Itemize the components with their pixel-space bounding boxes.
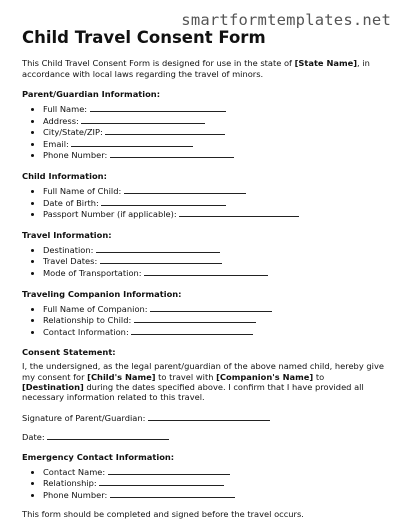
consent-text-4: during the dates specified above. I confirm that I have provided all necessary information related to this travel. xyxy=(22,381,364,403)
footer-note: This form should be completed and signed before the travel occurs. xyxy=(22,509,304,520)
full-name-line[interactable] xyxy=(90,103,226,112)
field-label-dob: Date of Birth: xyxy=(43,197,99,208)
consent-section-heading: Consent Statement: xyxy=(22,347,116,358)
intro-paragraph xyxy=(22,58,384,79)
field-label-emergency-phone: Phone Number: xyxy=(43,489,108,500)
list-item xyxy=(43,314,384,326)
field-label-city-state-zip: City/State/ZIP: xyxy=(43,127,103,138)
date-label: Date: xyxy=(22,431,45,442)
emergency-relationship-line[interactable] xyxy=(99,477,224,486)
list-item xyxy=(43,149,384,161)
field-label-contact-name: Contact Name: xyxy=(43,466,106,477)
field-label-email: Email: xyxy=(43,138,69,149)
parent-section-heading: Parent/Guardian Information: xyxy=(22,89,161,99)
child-name-placeholder: [Child's Name] xyxy=(87,371,156,382)
state-name-placeholder: [State Name] xyxy=(294,58,358,68)
field-label-contact-info: Contact Information: xyxy=(43,326,129,337)
list-item xyxy=(43,303,384,315)
companion-name-placeholder: [Companion's Name] xyxy=(216,371,314,382)
field-label-destination: Destination: xyxy=(43,244,94,255)
child-name-line[interactable] xyxy=(124,185,246,194)
field-label-companion-name: Full Name of Companion: xyxy=(43,303,148,314)
field-label-emergency-relationship: Relationship: xyxy=(43,478,97,489)
consent-statement xyxy=(22,361,384,402)
field-label-passport: Passport Number (if applicable): xyxy=(43,209,177,220)
phone-line[interactable] xyxy=(110,149,234,158)
list-item xyxy=(43,255,384,267)
companion-name-line[interactable] xyxy=(150,303,272,312)
destination-line[interactable] xyxy=(96,244,220,253)
consent-text-1: I, the undersigned, as the legal parent/guardian of the above named child, hereby give my consent for xyxy=(22,361,384,382)
field-label-transport: Mode of Transportation: xyxy=(43,267,142,278)
field-label-address: Address: xyxy=(43,115,79,126)
emergency-section-heading: Emergency Contact Information: xyxy=(22,451,175,462)
emergency-fields-list xyxy=(22,466,384,501)
field-label-travel-dates: Travel Dates: xyxy=(43,256,98,267)
parent-fields-list xyxy=(22,103,384,161)
transport-line[interactable] xyxy=(144,267,268,276)
city-state-zip-line[interactable] xyxy=(105,126,225,135)
form-page xyxy=(22,29,384,519)
emergency-phone-line[interactable] xyxy=(110,489,235,498)
list-item xyxy=(43,208,384,220)
list-item xyxy=(43,197,384,209)
contact-name-line[interactable] xyxy=(108,466,230,475)
travel-fields-list xyxy=(22,244,384,279)
field-label-relationship: Relationship to Child: xyxy=(43,315,132,326)
companion-section-heading: Traveling Companion Information: xyxy=(22,288,182,299)
field-label-phone: Phone Number: xyxy=(43,150,108,161)
date-row xyxy=(22,431,384,442)
passport-line[interactable] xyxy=(179,208,299,217)
intro-text-after: , in accordance with local laws regarding the travel of minors. xyxy=(22,58,370,79)
signature-line[interactable] xyxy=(148,412,270,421)
signature-label: Signature of Parent/Guardian: xyxy=(22,412,146,423)
intro-text-before: This Child Travel Consent Form is designed for use in the state of xyxy=(22,58,295,68)
list-item xyxy=(43,103,384,115)
list-item xyxy=(43,126,384,138)
companion-fields-list xyxy=(22,303,384,338)
field-label-child-name: Full Name of Child: xyxy=(43,185,122,196)
list-item xyxy=(43,477,384,489)
list-item xyxy=(43,489,384,501)
list-item xyxy=(43,138,384,150)
address-line[interactable] xyxy=(81,115,205,124)
page-title: Child Travel Consent Form xyxy=(22,28,266,47)
watermark: smartformtemplates.net xyxy=(181,11,391,29)
list-item xyxy=(43,185,384,197)
travel-dates-line[interactable] xyxy=(100,255,222,264)
companion-relationship-line[interactable] xyxy=(134,314,256,323)
child-section-heading: Child Information: xyxy=(22,170,107,181)
list-item xyxy=(43,466,384,478)
list-item xyxy=(43,267,384,279)
date-line[interactable] xyxy=(47,431,169,440)
signature-row xyxy=(22,412,384,423)
field-label-full-name: Full Name: xyxy=(43,104,88,114)
consent-text-3: to xyxy=(313,371,325,382)
consent-text-2: to travel with xyxy=(155,371,217,382)
contact-info-line[interactable] xyxy=(131,326,253,335)
child-fields-list xyxy=(22,185,384,220)
list-item xyxy=(43,244,384,256)
dob-line[interactable] xyxy=(101,197,226,206)
destination-placeholder: [Destination] xyxy=(22,381,84,392)
travel-section-heading: Travel Information: xyxy=(22,229,112,240)
email-line[interactable] xyxy=(71,138,193,147)
list-item xyxy=(43,326,384,338)
list-item xyxy=(43,115,384,127)
